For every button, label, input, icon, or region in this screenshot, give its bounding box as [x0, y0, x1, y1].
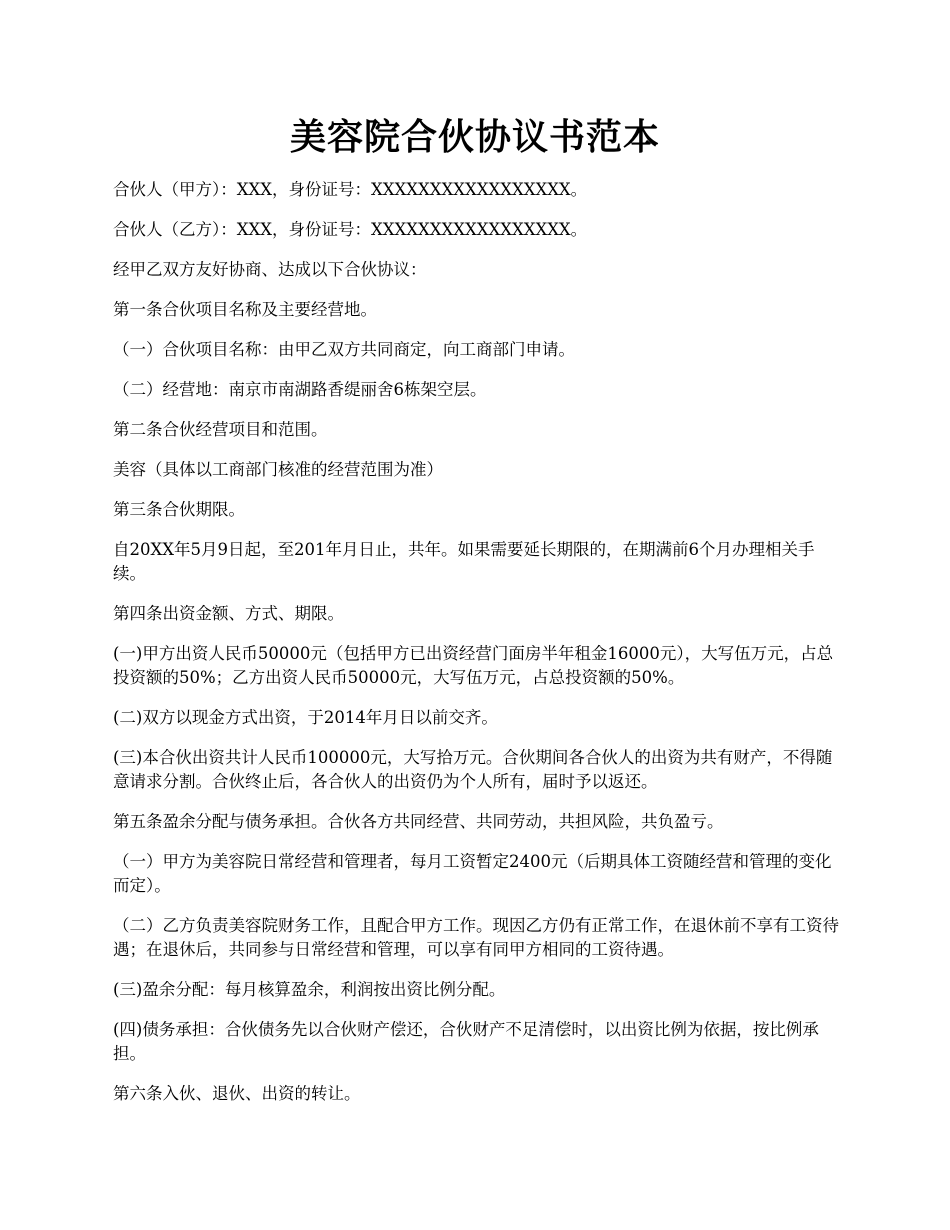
paragraph-agreement-intro: 经甲乙双方友好协商、达成以下合伙协议： — [113, 260, 427, 279]
paragraph-partner-b: 合伙人（乙方）：XXX，身份证号：XXXXXXXXXXXXXXXXX。 — [113, 220, 588, 239]
paragraph-article-1-item-2: （二）经营地：南京市南湖路香缇丽舍6栋架空层。 — [113, 380, 487, 399]
paragraph-article-2-scope: 美容（具体以工商部门核准的经营范围为准） — [113, 460, 443, 479]
paragraph-article-3-term: 自20XX年5月9日起，至201年月日止，共年。如果需要延长期限的，在期满前6个月办理相关手续。 — [113, 540, 815, 583]
paragraph-partner-a: 合伙人（甲方）：XXX，身份证号：XXXXXXXXXXXXXXXXX。 — [113, 180, 588, 199]
paragraph-article-4-item-1: (一)甲方出资人民币50000元（包括甲方已出资经营门面房半年租金16000元），大写伍万元，占总投资额的50%；乙方出资人民币50000元，大写伍万元，占总投资额的50%。 — [113, 644, 834, 687]
document-title: 美容院合伙协议书范本 — [289, 116, 660, 158]
paragraph-article-1-item-1: （一）合伙项目名称：由甲乙双方共同商定，向工商部门申请。 — [113, 340, 575, 359]
paragraph-article-4-heading: 第四条出资金额、方式、期限。 — [113, 604, 344, 623]
paragraph-article-4-item-3: (三)本合伙出资共计人民币100000元，大写拾万元。合伙期间各合伙人的出资为共有财产，不得随意请求分割。合伙终止后，各合伙人的出资仍为个人所有，届时予以返还。 — [113, 748, 833, 791]
paragraph-article-5-item-4: (四)债务承担：合伙债务先以合伙财产偿还，合伙财产不足清偿时，以出资比例为依据，按比例承担。 — [113, 1020, 819, 1063]
paragraph-article-5-item-3: (三)盈余分配：每月核算盈余，利润按出资比例分配。 — [113, 980, 506, 999]
paragraph-article-5-item-2: （二）乙方负责美容院财务工作，且配合甲方工作。现因乙方仍有正常工作，在退休前不享有工资待遇；在退休后，共同参与日常经营和管理，可以享有同甲方相同的工资待遇。 — [113, 916, 839, 959]
paragraph-article-6-heading: 第六条入伙、退伙、出资的转让。 — [113, 1084, 361, 1103]
paragraph-article-5-item-1: （一）甲方为美容院日常经营和管理者，每月工资暂定2400元（后期具体工资随经营和管理的变化而定）。 — [113, 852, 832, 895]
paragraph-article-5-heading: 第五条盈余分配与债务承担。合伙各方共同经营、共同劳动，共担风险，共负盈亏。 — [113, 812, 724, 831]
paragraph-article-2-heading: 第二条合伙经营项目和范围。 — [113, 420, 328, 439]
document-body — [113, 178, 843, 1122]
paragraph-article-1-heading: 第一条合伙项目名称及主要经营地。 — [113, 300, 377, 319]
paragraph-article-3-heading: 第三条合伙期限。 — [113, 500, 245, 519]
paragraph-article-4-item-2: (二)双方以现金方式出资，于2014年月日以前交齐。 — [113, 708, 498, 727]
